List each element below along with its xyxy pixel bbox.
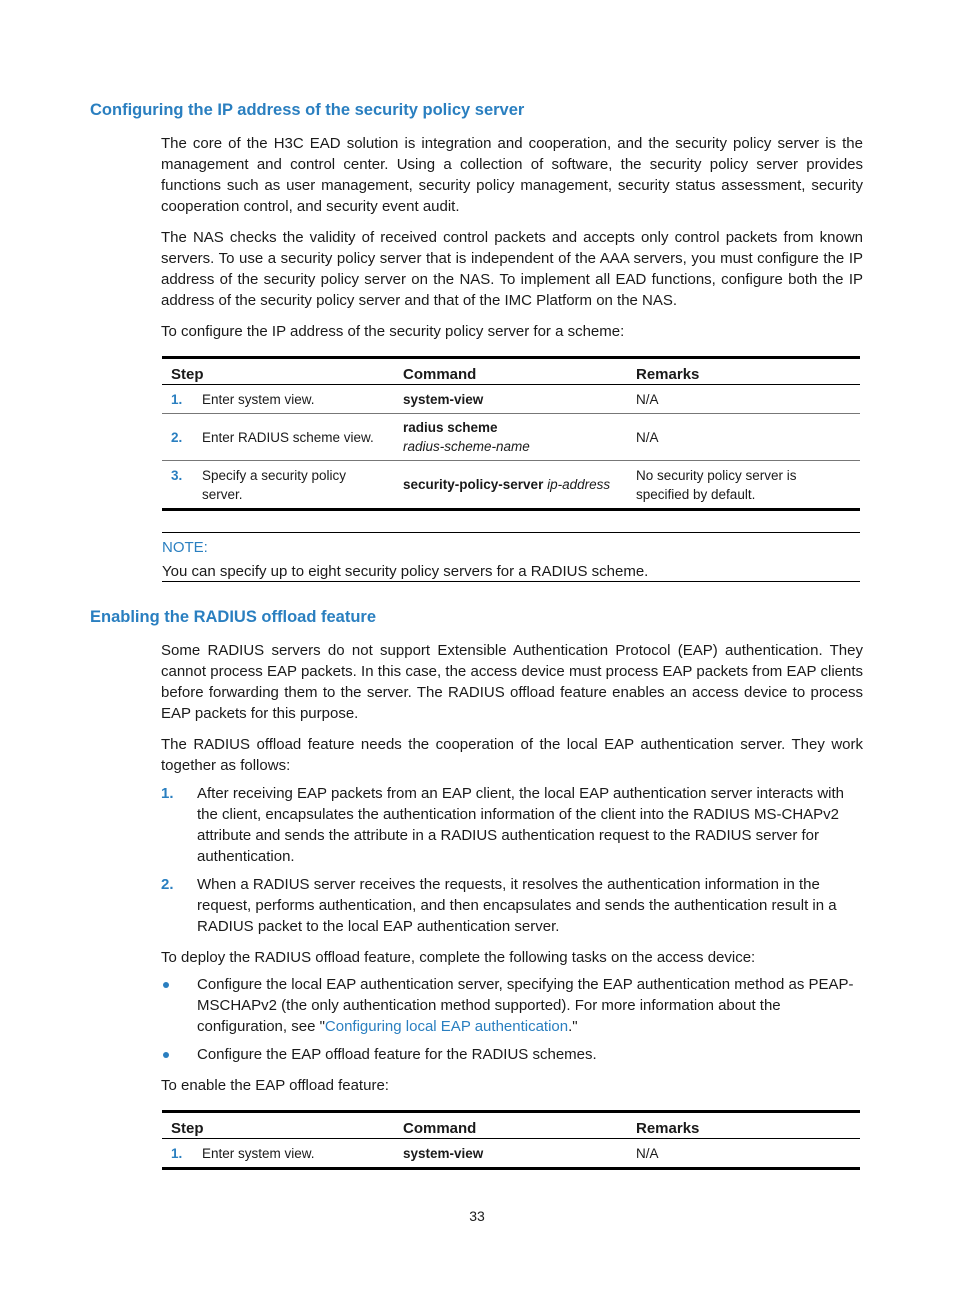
bullet-list-item [161, 1044, 863, 1065]
paragraph: Some RADIUS servers do not support Extensible Authentication Protocol (EAP) authentication. They cannot process EAP packets. In this case, the access device must process EAP packets from EAP clients before forwarding them to the server. The RADIUS offload feature enables an access device to process EAP packets for this purpose. [161, 642, 863, 722]
paragraph: The NAS checks the validity of received control packets and accepts only control packets from known servers. To use a security policy server that is independent of the AAA servers, you must configure the IP address of the security policy server on the NAS. To implement all EAD functions, configure both the IP address of the security policy server and that of the IMC Platform on the NAS. [161, 229, 863, 309]
column-header-remarks: Remarks [627, 358, 860, 385]
step-number: 1. [171, 1145, 183, 1161]
step-number: 3. [171, 467, 183, 483]
table-row [162, 1139, 860, 1169]
table-header-row [162, 358, 860, 385]
column-header-step: Step [162, 1112, 394, 1139]
config-table-eap-offload [162, 1110, 860, 1170]
config-table-security-policy [162, 356, 860, 511]
step-number: 1. [171, 391, 183, 407]
command: system-view [403, 1145, 484, 1161]
command: security-policy-server [403, 477, 544, 492]
step-text: Enter system view. [202, 1145, 315, 1161]
paragraph: The core of the H3C EAD solution is integration and cooperation, and the security policy server is the management and control center. Using a collection of software, the security policy server provides functions such as user management, security policy management, security status assessment, security cooperation control, and security event audit. [161, 135, 863, 215]
remarks: N/A [627, 414, 860, 461]
bullet-list-item [161, 974, 863, 1037]
column-header-command: Command [394, 1112, 627, 1139]
note-box [162, 532, 860, 582]
remarks: N/A [627, 1139, 860, 1169]
remarks: N/A [636, 391, 659, 407]
table-row [162, 385, 860, 414]
command: radius scheme [403, 420, 498, 435]
paragraph: The RADIUS offload feature needs the cooperation of the local EAP authentication server. They work together as follows: [161, 736, 863, 774]
list-item-text: After receiving EAP packets from an EAP client, the local EAP authentication server interacts with the client, encapsulates the authentication information of the client into the RADIUS MS-CHAPv2 attribute and sends the attribute in a RADIUS authentication request to the RADIUS server for authentication. [197, 785, 844, 865]
section-heading-security-policy-server: Configuring the IP address of the security policy server [90, 101, 525, 119]
paragraph: To configure the IP address of the security policy server for a scheme: [161, 323, 625, 340]
bullet-icon [163, 1052, 169, 1058]
paragraph: To enable the EAP offload feature: [161, 1077, 389, 1094]
numbered-list-item [161, 874, 863, 937]
bullet-text: ." [568, 1018, 578, 1035]
command: system-view [403, 391, 484, 407]
numbered-list-item [161, 783, 863, 867]
remarks: No security policy server is specified by default. [636, 467, 797, 502]
note-body: You can specify up to eight security policy servers for a RADIUS scheme. [162, 563, 649, 580]
command-argument: ip-address [547, 477, 611, 492]
list-number: 2. [161, 876, 174, 893]
step-number: 2. [171, 429, 183, 445]
step-text: Specify a security policy server. [202, 467, 347, 502]
table-row [162, 414, 860, 461]
bullet-text: Configure the local EAP authentication server, specifying the EAP authentication method as PEAP-MSCHAPv2 (the only authentication method supported). For more information about the configuration, see " [197, 976, 854, 1035]
table-row [162, 461, 860, 510]
bullet-text: Configure the EAP offload feature for the RADIUS schemes. [197, 1046, 597, 1063]
step-text: Enter system view. [202, 391, 315, 407]
command-argument: radius-scheme-name [403, 439, 530, 454]
list-number: 1. [161, 785, 174, 802]
section-heading-radius-offload: Enabling the RADIUS offload feature [90, 608, 377, 626]
column-header-command: Command [394, 358, 627, 385]
cross-reference-link[interactable]: Configuring local EAP authentication [324, 1018, 569, 1035]
step-text: Enter RADIUS scheme view. [202, 429, 374, 445]
list-item-text: When a RADIUS server receives the requests, it resolves the authentication information in the request, performs authentication, and then encapsulates and sends the authentication result in a RADIUS packet to the local EAP authentication server. [197, 876, 837, 935]
column-header-remarks: Remarks [627, 1112, 860, 1139]
column-header-step: Step [162, 358, 394, 385]
page-number: 33 [469, 1208, 485, 1224]
paragraph: To deploy the RADIUS offload feature, complete the following tasks on the access device: [161, 949, 756, 966]
bullet-icon [163, 982, 169, 988]
note-title: NOTE: [162, 539, 208, 556]
table-header-row [162, 1112, 860, 1139]
